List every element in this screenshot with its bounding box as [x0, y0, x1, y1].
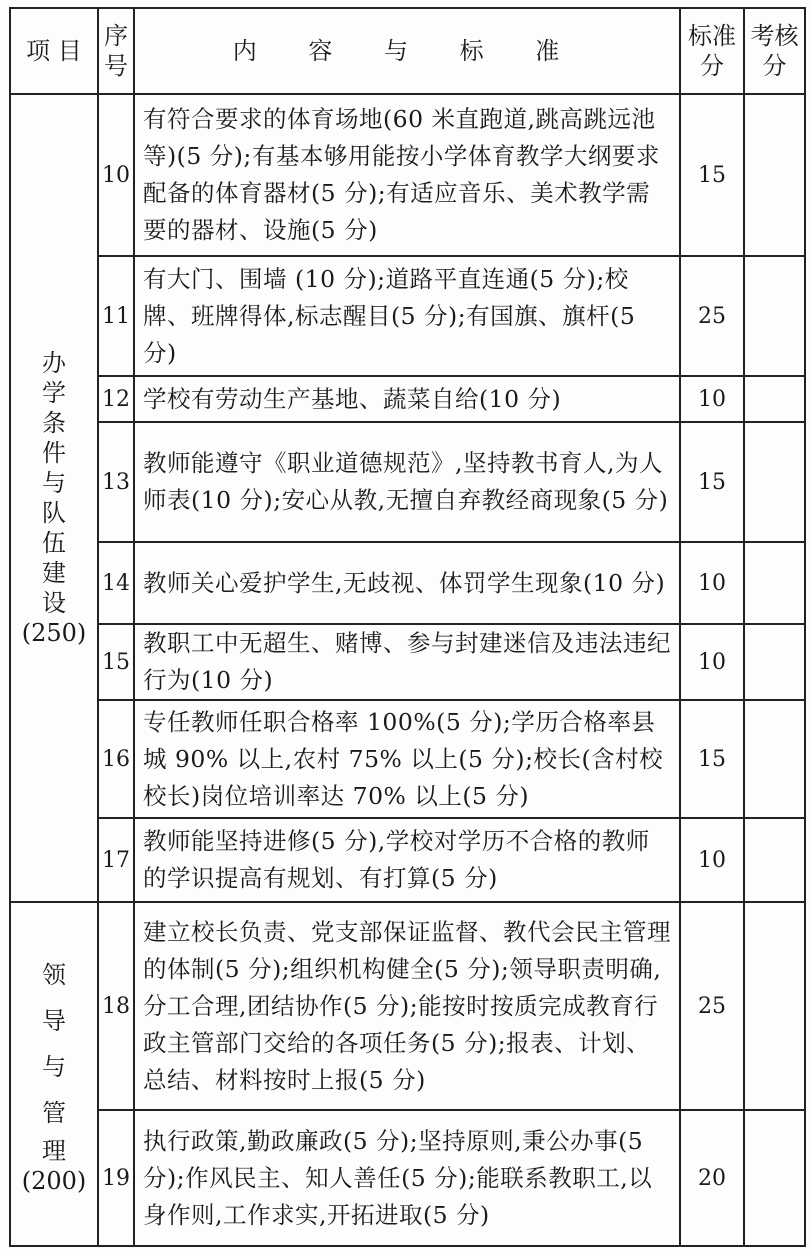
row-standard-score: 15 [680, 700, 744, 818]
row-check-score-cell[interactable] [744, 902, 805, 1110]
row-check-score-cell[interactable] [744, 422, 805, 542]
group-2-char: 理 [42, 1137, 66, 1165]
group-1-char: 建 [42, 559, 66, 587]
row-check-score-cell[interactable] [744, 256, 805, 376]
table-row [10, 256, 805, 376]
row-content: 有大门、围墙 (10 分);道路平直连通(5 分);校牌、班牌得体,标志醒目(5 分);有国旗、旗杆(5 分) [134, 256, 680, 376]
group-1-char: 件 [42, 439, 66, 467]
group-2-score: (200) [21, 1167, 87, 1195]
row-no: 15 [98, 624, 134, 700]
row-check-score-cell[interactable] [744, 624, 805, 700]
row-no: 13 [98, 422, 134, 542]
header-row [10, 8, 805, 94]
row-standard-score: 10 [680, 818, 744, 902]
evaluation-table [9, 7, 806, 1247]
table-row [10, 94, 805, 256]
row-content: 教职工中无超生、赌博、参与封建迷信及违法违纪行为(10 分) [134, 624, 680, 700]
header-content: 内 容 与 标 准 [134, 8, 680, 94]
group-1-char: 设 [42, 589, 66, 617]
header-standard-score: 标准分 [680, 8, 744, 94]
row-check-score-cell[interactable] [744, 818, 805, 902]
row-content: 教师能遵守《职业道德规范》,坚持教书育人,为人师表(10 分);安心从教,无擅自弃教经商现象(5 分) [134, 422, 680, 542]
row-check-score-cell[interactable] [744, 542, 805, 624]
group-2-name [10, 902, 98, 1246]
row-check-score-cell[interactable] [744, 1110, 805, 1246]
row-no: 18 [98, 902, 134, 1110]
table-row [10, 422, 805, 542]
table-row [10, 902, 805, 1110]
row-content: 建立校长负责、党支部保证监督、教代会民主管理的体制(5 分);组织机构健全(5 分);领导职责明确,分工合理,团结协作(5 分);能按时按质完成教育行政主管部门交给的各项任务(5 分);报表、计划、总结、材料按时上报(5 分) [134, 902, 680, 1110]
row-check-score-cell[interactable] [744, 700, 805, 818]
group-2-char: 导 [42, 1007, 66, 1035]
row-check-score-cell[interactable] [744, 94, 805, 256]
row-content: 专任教师任职合格率 100%(5 分);学历合格率县城 90% 以上,农村 75% 以上(5 分);校长(含村校校长)岗位培训率达 70% 以上(5 分) [134, 700, 680, 818]
header-check-score: 考核分 [744, 8, 805, 94]
row-no: 14 [98, 542, 134, 624]
group-1-char: 学 [42, 379, 66, 407]
row-no: 19 [98, 1110, 134, 1246]
table-row [10, 624, 805, 700]
table-row [10, 700, 805, 818]
row-standard-score: 25 [680, 256, 744, 376]
group-1-char: 条 [42, 409, 66, 437]
row-no: 11 [98, 256, 134, 376]
row-no: 16 [98, 700, 134, 818]
row-content: 有符合要求的体育场地(60 米直跑道,跳高跳远池等)(5 分);有基本够用能按小学体育教学大纲要求配备的体育器材(5 分);有适应音乐、美术教学需要的器材、设施(5 分) [134, 94, 680, 256]
row-content: 执行政策,勤政廉政(5 分);坚持原则,秉公办事(5 分);作风民主、知人善任(5 分);能联系教职工,以身作则,工作求实,开拓进取(5 分) [134, 1110, 680, 1246]
table-row [10, 818, 805, 902]
group-1-score: (250) [21, 619, 87, 647]
group-2-char: 管 [42, 1099, 66, 1127]
table-row [10, 1110, 805, 1246]
row-standard-score: 25 [680, 902, 744, 1110]
row-content: 教师能坚持进修(5 分),学校对学历不合格的教师的学识提高有规划、有打算(5 分) [134, 818, 680, 902]
table-row [10, 542, 805, 624]
row-no: 10 [98, 94, 134, 256]
row-no: 12 [98, 376, 134, 422]
group-1-char: 伍 [42, 529, 66, 557]
group-1-char: 队 [42, 499, 66, 527]
table-row [10, 376, 805, 422]
row-standard-score: 20 [680, 1110, 744, 1246]
group-2-char: 与 [42, 1053, 66, 1081]
row-standard-score: 10 [680, 624, 744, 700]
header-no: 序号 [98, 8, 134, 94]
row-standard-score: 10 [680, 376, 744, 422]
row-standard-score: 10 [680, 542, 744, 624]
row-no: 17 [98, 818, 134, 902]
group-1-char: 办 [42, 349, 66, 377]
row-content: 教师关心爱护学生,无歧视、体罚学生现象(10 分) [134, 542, 680, 624]
row-content: 学校有劳动生产基地、蔬菜自给(10 分) [134, 376, 680, 422]
row-standard-score: 15 [680, 94, 744, 256]
group-1-name [10, 94, 98, 902]
header-item: 项 目 [10, 8, 98, 94]
row-check-score-cell[interactable] [744, 376, 805, 422]
row-standard-score: 15 [680, 422, 744, 542]
group-1-char: 与 [42, 469, 66, 497]
group-2-char: 领 [42, 961, 66, 989]
